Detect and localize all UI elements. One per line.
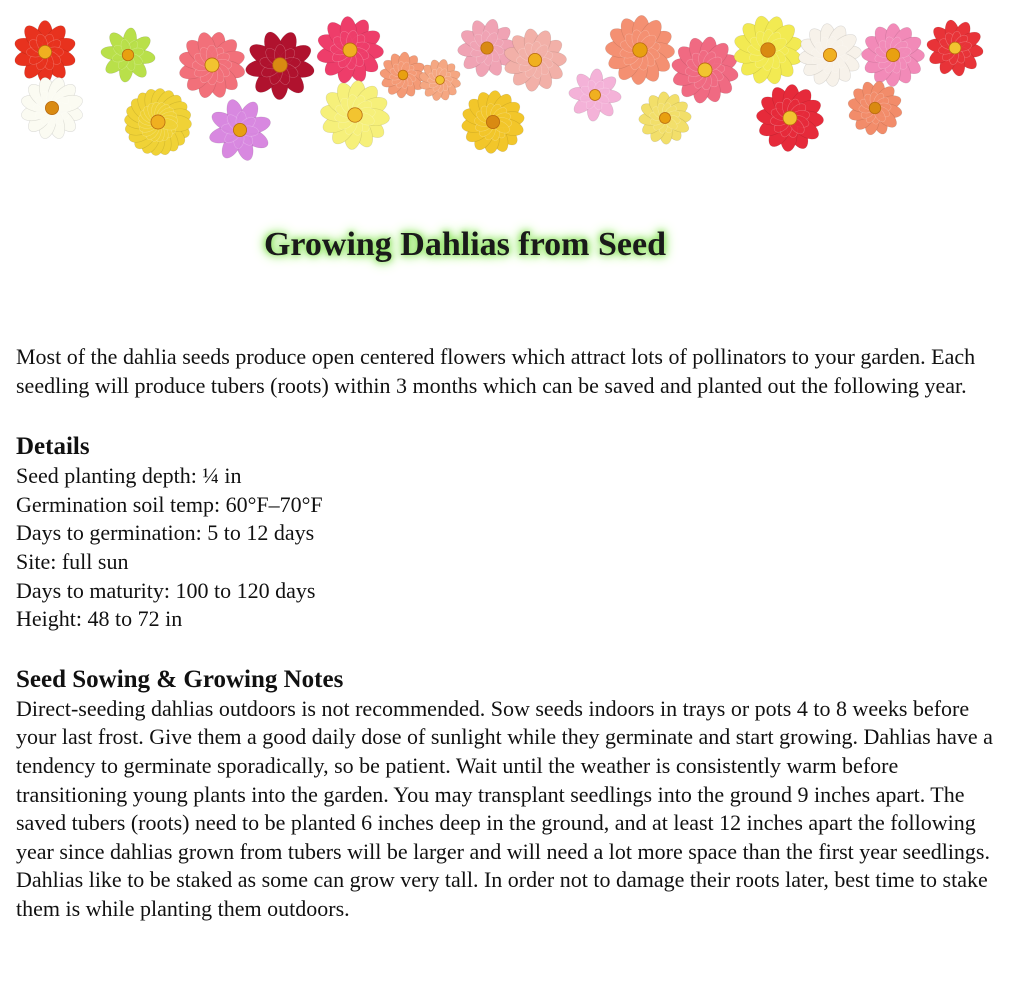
dahlia-flower: [100, 27, 156, 83]
notes-paragraph: Direct-seeding dahlias outdoors is not recommended. Sow seeds indoors in trays or pots 4 to 8 weeks before your last frost. Give them a good daily dose of sunlight while they germinate and start growing. Dahlias have a tendency to germinate sporadically, so be patient. Wait until the weather is consistently warm before transitioning young plants into the garden. You may transplant seedlings into the ground 9 inches apart. The saved tubers (roots) need to be planted 6 inches deep in the ground, and at least 12 inches apart the following year since dahlias grown from tubers will be larger and will need a lot more space than the first year seedlings. Dahlias like to be staked as some can grow very tall. In order not to damage their roots later, best time to stake them is while planting them outdoors.: [16, 695, 993, 921]
dahlia-flower: [847, 80, 903, 136]
dahlia-flower: [926, 19, 984, 77]
dahlia-flower: [208, 98, 273, 163]
dahlia-flower: [756, 84, 824, 152]
dahlia-flower: [605, 15, 675, 85]
detail-maturity-days: Days to maturity: 100 to 120 days: [16, 577, 316, 603]
dahlia-flower: [315, 16, 384, 85]
dahlia-flower: [20, 76, 85, 141]
dahlia-flower: [320, 80, 391, 151]
dahlia-flower: [568, 68, 621, 121]
dahlia-flower: [244, 29, 315, 99]
dahlia-flower: [732, 14, 803, 85]
page-title: Growing Dahlias from Seed: [263, 226, 667, 263]
dahlia-flower: [670, 35, 739, 104]
detail-germination-days: Days to germination: 5 to 12 days: [16, 520, 315, 546]
dahlia-flower: [503, 28, 567, 93]
dahlia-flower: [861, 23, 924, 86]
notes-heading: Seed Sowing & Growing Notes: [16, 665, 344, 693]
detail-soil-temp: Germination soil temp: 60°F–70°F: [16, 491, 323, 517]
dahlia-flower: [418, 58, 461, 101]
dahlia-flower: [13, 21, 78, 84]
dahlia-flower: [461, 90, 526, 154]
document-body: [16, 343, 1006, 924]
detail-seed-depth: Seed planting depth: ¼ in: [16, 463, 242, 489]
dahlia-flower: [123, 87, 192, 156]
detail-height: Height: 48 to 72 in: [16, 606, 183, 632]
intro-paragraph: Most of the dahlia seeds produce open centered flowers which attract lots of pollinators to your garden. Each seedling will produce tubers (roots) within 3 months which can be saved and planted out the following year.: [16, 344, 976, 398]
flower-banner: [0, 0, 1024, 175]
details-heading: Details: [16, 433, 90, 461]
detail-site: Site: full sun: [16, 548, 129, 574]
dahlia-flower: [798, 23, 862, 87]
details-list: [16, 462, 1006, 634]
dahlia-flower: [177, 30, 246, 99]
dahlia-flower: [638, 91, 691, 144]
